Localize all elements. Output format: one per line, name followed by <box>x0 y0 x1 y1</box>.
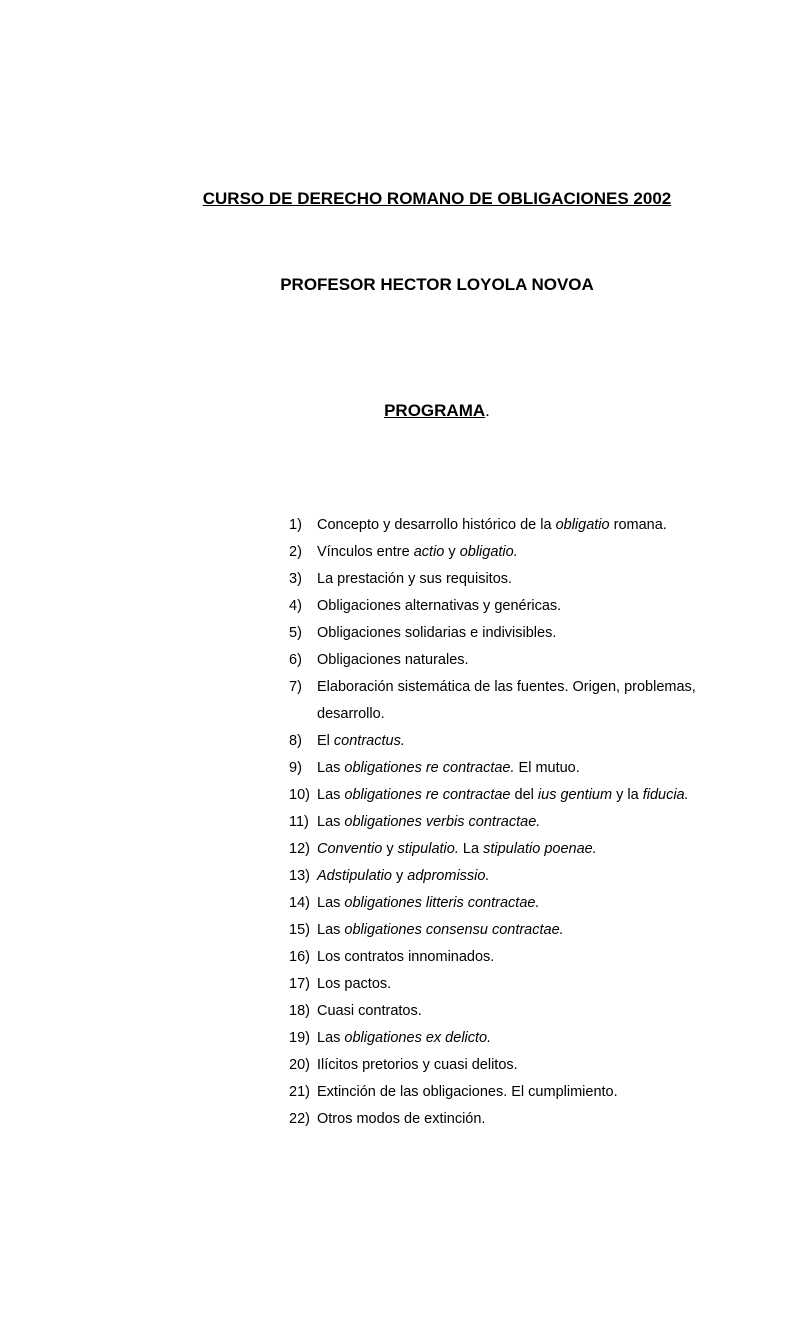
text-run: y <box>391 868 408 884</box>
syllabus-item <box>289 593 759 620</box>
syllabus-item-text <box>317 836 759 863</box>
text-run: Las <box>317 922 345 938</box>
italic-term: obligationes re contractae <box>344 787 511 803</box>
syllabus-item <box>289 782 759 809</box>
text-run: Obligaciones naturales. <box>317 652 469 668</box>
programa-heading-text: PROGRAMA <box>384 401 486 420</box>
syllabus-item-text <box>317 728 759 755</box>
syllabus-item-number: 5) <box>289 625 302 641</box>
syllabus-item <box>289 647 759 674</box>
text-run: Las <box>317 1030 345 1046</box>
text-run: Otros modos de extinción. <box>317 1111 486 1127</box>
syllabus-item <box>289 836 759 863</box>
text-run: La <box>458 841 484 857</box>
syllabus-item-text <box>317 782 759 809</box>
italic-term: fiducia. <box>642 787 689 803</box>
text-run: Cuasi contratos. <box>317 1003 422 1019</box>
italic-term: stipulatio. <box>397 841 459 857</box>
course-title: CURSO DE DERECHO ROMANO DE OBLIGACIONES 2002 <box>202 189 672 208</box>
syllabus-item-number: 19) <box>289 1030 310 1046</box>
syllabus-item <box>289 809 759 836</box>
syllabus-item-number: 11) <box>289 814 309 830</box>
text-run: Las <box>317 814 345 830</box>
syllabus-item <box>289 971 759 998</box>
italic-term: stipulatio poenae. <box>483 841 597 857</box>
programa-heading <box>0 401 800 421</box>
text-run: Las <box>317 760 345 776</box>
text-run: Las <box>317 787 345 803</box>
syllabus-item <box>289 620 759 647</box>
text-run: romana. <box>609 517 667 533</box>
syllabus-item-text <box>317 647 759 674</box>
text-run: Elaboración sistemática de las fuentes. Origen, problemas, desarrollo. <box>317 679 696 722</box>
syllabus-item-text <box>317 566 759 593</box>
syllabus-item-number: 9) <box>289 760 302 776</box>
syllabus-item-text <box>317 917 759 944</box>
syllabus-item-text <box>317 944 759 971</box>
syllabus-item-text <box>317 539 759 566</box>
text-run: La prestación y sus requisitos. <box>317 571 513 587</box>
syllabus-item-number: 13) <box>289 868 310 884</box>
syllabus-item <box>289 944 759 971</box>
syllabus-item-number: 15) <box>289 922 310 938</box>
syllabus-item-text <box>317 620 759 647</box>
syllabus-item-number: 22) <box>289 1111 310 1127</box>
text-run: y la <box>612 787 643 803</box>
text-run: Obligaciones alternativas y genéricas. <box>317 598 562 614</box>
syllabus-item-number: 21) <box>289 1084 310 1100</box>
syllabus-item-number: 20) <box>289 1057 310 1073</box>
text-run: Ilícitos pretorios y cuasi delitos. <box>317 1057 518 1073</box>
syllabus-item-text <box>317 1079 759 1106</box>
text-run: Vínculos entre <box>317 544 414 560</box>
professor-name: PROFESOR HECTOR LOYOLA NOVOA <box>280 275 594 294</box>
syllabus-item <box>289 728 759 755</box>
syllabus-item-number: 1) <box>289 517 302 533</box>
italic-term: Adstipulatio <box>317 868 392 884</box>
syllabus-item <box>289 917 759 944</box>
italic-term: obligationes consensu contractae. <box>344 922 564 938</box>
syllabus-item <box>289 539 759 566</box>
syllabus-item <box>289 890 759 917</box>
syllabus-item-text <box>317 674 759 728</box>
italic-term: adpromissio. <box>407 868 490 884</box>
text-run: Las <box>317 895 345 911</box>
italic-term: ius gentium <box>537 787 613 803</box>
syllabus-item-number: 12) <box>289 841 310 857</box>
syllabus-item-text <box>317 1025 759 1052</box>
italic-term: obligatio <box>555 517 610 533</box>
syllabus-item-text <box>317 755 759 782</box>
text-run: El <box>317 733 334 749</box>
text-run: y <box>382 841 398 857</box>
syllabus-item <box>289 512 759 539</box>
syllabus-list <box>289 512 759 1133</box>
syllabus-item <box>289 1079 759 1106</box>
syllabus-item-text <box>317 971 759 998</box>
text-run: y <box>444 544 460 560</box>
syllabus-item <box>289 755 759 782</box>
italic-term: contractus. <box>333 733 405 749</box>
syllabus-item-number: 18) <box>289 1003 310 1019</box>
syllabus-item-number: 10) <box>289 787 310 803</box>
syllabus-item <box>289 674 759 728</box>
italic-term: Conventio <box>317 841 383 857</box>
syllabus-item <box>289 1052 759 1079</box>
syllabus-item <box>289 863 759 890</box>
syllabus-item-number: 4) <box>289 598 302 614</box>
syllabus-item-text <box>317 890 759 917</box>
syllabus-item-text <box>317 512 759 539</box>
syllabus-item-number: 6) <box>289 652 302 668</box>
text-run: Obligaciones solidarias e indivisibles. <box>317 625 557 641</box>
syllabus-item-number: 3) <box>289 571 302 587</box>
syllabus-item-text <box>317 1052 759 1079</box>
syllabus-item-number: 16) <box>289 949 310 965</box>
text-run: Los pactos. <box>317 976 392 992</box>
text-run: del <box>510 787 538 803</box>
italic-term: obligationes litteris contractae. <box>344 895 540 911</box>
text-run: Los contratos innominados. <box>317 949 495 965</box>
syllabus-item-text <box>317 593 759 620</box>
syllabus-item-number: 2) <box>289 544 302 560</box>
syllabus-item <box>289 566 759 593</box>
syllabus-item-number: 17) <box>289 976 310 992</box>
syllabus-item-number: 8) <box>289 733 302 749</box>
text-run: Extinción de las obligaciones. El cumplimiento. <box>317 1084 618 1100</box>
syllabus-item-text <box>317 809 759 836</box>
text-run: El mutuo. <box>514 760 580 776</box>
syllabus-item-number: 7) <box>289 679 302 695</box>
syllabus-item-number: 14) <box>289 895 310 911</box>
italic-term: obligatio. <box>459 544 518 560</box>
syllabus-item-text <box>317 863 759 890</box>
syllabus-item-text <box>317 1106 759 1133</box>
programa-heading-punct: . <box>485 401 490 420</box>
italic-term: obligationes ex delicto. <box>344 1030 492 1046</box>
syllabus-item-text <box>317 998 759 1025</box>
syllabus-item <box>289 1106 759 1133</box>
italic-term: obligationes verbis contractae. <box>344 814 541 830</box>
text-run: Concepto y desarrollo histórico de la <box>317 517 556 533</box>
syllabus-item <box>289 1025 759 1052</box>
syllabus-item <box>289 998 759 1025</box>
italic-term: actio <box>413 544 445 560</box>
italic-term: obligationes re contractae. <box>344 760 515 776</box>
